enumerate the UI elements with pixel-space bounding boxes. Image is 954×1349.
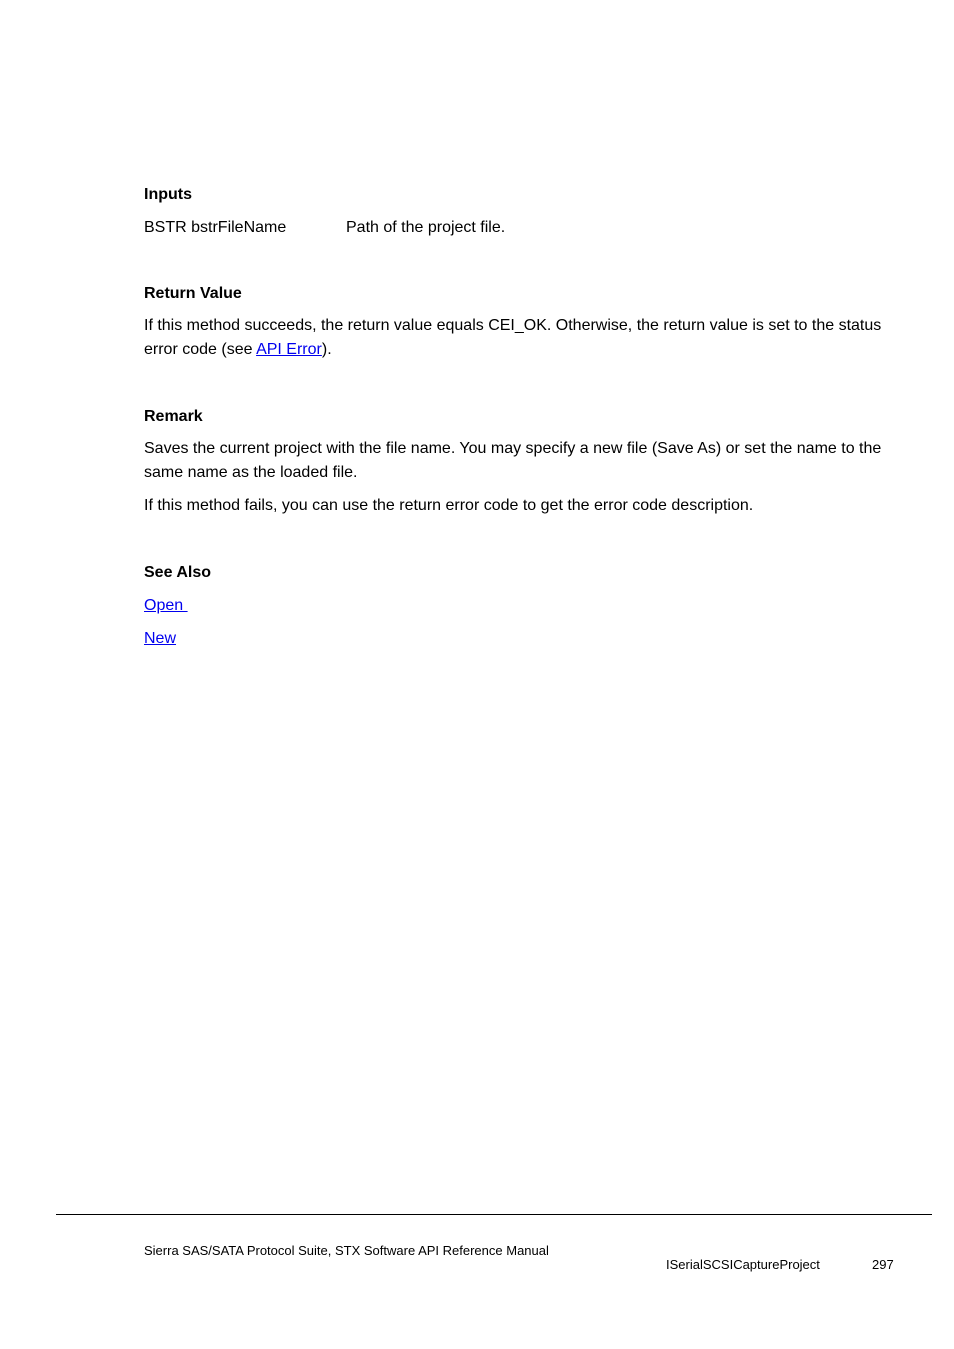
see-also-link-open[interactable]: Open [144,597,188,614]
see-also-link-new[interactable]: New [144,630,177,647]
footer-divider [56,1214,932,1215]
footer-section-name: ISerialSCSICaptureProject [666,1257,820,1272]
footer-manual-title: Sierra SAS/SATA Protocol Suite, STX Software API Reference Manual [144,1243,549,1258]
return-value-text: If this method succeeds, the return value equals CEI_OK. Otherwise, the return value is set to the status error code (see [144,317,882,358]
remark-heading: Remark [144,408,203,425]
inputs-heading: Inputs [144,186,192,203]
param-description: Path of the project file. [346,219,506,236]
remark-paragraph-1: Saves the current project with the file name. You may specify a new file (Save As) or set the name to the same name as the loaded file. [144,440,882,481]
return-value-heading: Return Value [144,285,242,302]
return-value-paragraph [144,314,884,362]
remark-paragraph-2: If this method fails, you can use the return error code to get the error code description. [144,497,754,514]
api-error-link[interactable]: API Error [256,341,322,358]
see-also-heading: See Also [144,564,211,581]
return-value-text-end: ). [321,341,332,358]
footer-page-number: 297 [872,1257,894,1272]
param-name: BSTR bstrFileName [144,219,287,236]
